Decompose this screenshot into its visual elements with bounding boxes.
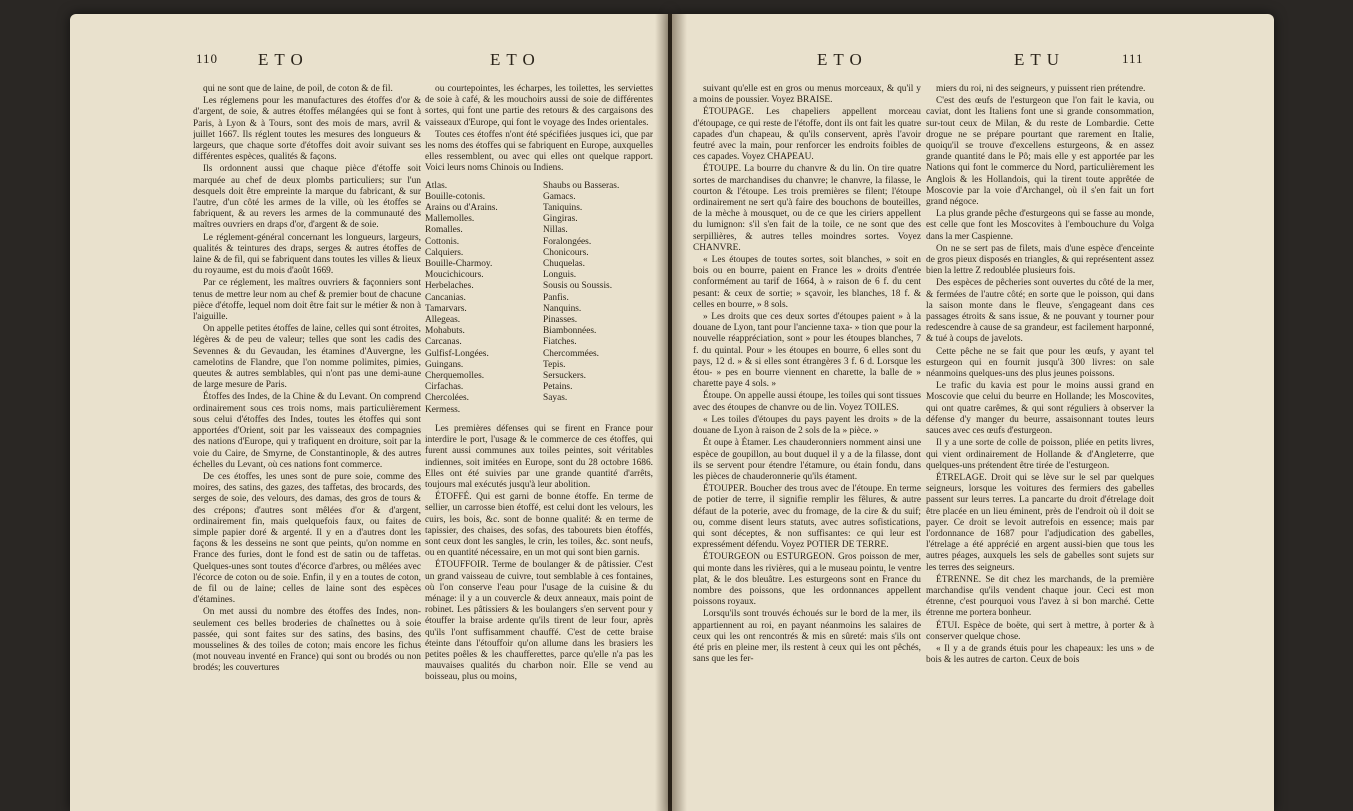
list-item: Taniquins.: [543, 203, 583, 214]
paragraph: ÉTUI. Espèce de boëte, qui sert à mettre, à porter & à conserver quelque chose.: [926, 620, 1154, 642]
list-item: Tamarvars.: [425, 303, 467, 314]
paragraph: Le trafic du kavia est pour le moins aussi grand en Moscovie que celui du beurre en Hollande; les Moscovites, qui ont quatre carêmes, & qui sont réguliers à observer la défense d'y manger du beurre, assaisonnant toutes leurs sauces avec ces œufs d'esturgeon.: [926, 381, 1154, 437]
list-item: Chonicours.: [543, 247, 589, 258]
right-column-1: [693, 84, 921, 791]
paragraph: Étoffes des Indes, de la Chine & du Levant. On comprend ordinairement sous ces trois noms, mais particulièrement sous celui d'étoffes des Indes, toutes les étoffes qui sont apportées d'Orient, soit par les vaisseaux des compagnies des nations d'Europe, qui y trafiquent en droiture, soit par la voie du Caire, de Smyrne, de Constantinople, & des autres échelles du Levant, où ces nations font commerce.: [193, 392, 421, 470]
list-item: Tepis.: [543, 359, 566, 370]
paragraph: « Il y a de grands étuis pour les chapeaux: les uns » de bois & les autres de carton. Ceux de bois: [926, 643, 1154, 666]
paragraph: Il y a une sorte de colle de poisson, pliée en petits livres, qui vient ordinairement de Hollande & d'Angleterre, que quelques-uns prétendent être tirée de l'esturgeon.: [926, 438, 1154, 471]
list-item: Biambonnées.: [543, 326, 597, 337]
paragraph: ÉTOUPE. La bourre du chanvre & du lin. On tire quatre sortes de marchandises du chanvre; le chanvre, la filasse, le courton & l'étoupe. Les trois premières se filent; l'étoupe ordinairement ne sert qu'à faire des bouchons de bouteilles, de la mèche à mousquet, ou de ce que les ciriers appellent du lumignon: s'il s'en fait de la toile, ce ne sont que des serpillières, & autres telles moindres sortes. Voyez CHANVRE.: [693, 164, 921, 253]
paragraph: qui ne sont que de laine, de poil, de coton & de fil.: [203, 84, 393, 94]
paragraph: ÉTOFFÉ. Qui est garni de bonne étoffe. En terme de sellier, un carrosse bien étoffé, est celui dont les velours, les cuirs, les bois, &c. sont de bonne qualité: & en terme de tapissier, des chaises, des sofas, des tabourets bien étoffés, sont ceux dont les sangles, le crin, les toiles, &c. sont neufs, ou en quantité nécessaire, en un mot qui sont bien garnis.: [425, 492, 653, 559]
list-item: Gingiras.: [543, 214, 578, 225]
book-gutter: [655, 14, 687, 811]
list-item: Fiatches.: [543, 337, 577, 348]
paragraph: suivant qu'elle est en gros ou menus morceaux, & qu'il y a moins de poussier. Voyez BRAISE.: [693, 84, 921, 106]
paragraph: C'est des œufs de l'esturgeon que l'on fait le kavia, ou caviat, dont les Italiens font une si grande consommation, sur-tout ceux de Milan, & du reste de Lombardie. Cette drogue ne se prépare pourtant que rarement en Italie, quoiqu'il se trouve d'excellens esturgeons, & en assez grande quantité dans le Pô; mais elle y est apportée par les Nations qui font le commerce du Nord, particulièrement les Anglois & les Hollandois, qui la tirent toute apprêtée de Moscovie par la voie d'Archangel, où il s'en fait un fort grand négoce.: [926, 96, 1154, 208]
paragraph: ÉTOURGEON ou ESTURGEON. Gros poisson de mer, qui monte dans les rivières, qui a le museau pointu, le ventre plat, & le dos bleuâtre. Les esturgeons sont en France du nombre des poissons, que les ordonnances appellent poissons royaux.: [693, 552, 921, 608]
right-column-2: [926, 84, 1154, 791]
list-item: Romalles.: [425, 225, 463, 236]
paragraph: « Les toiles d'étoupes du pays payent les droits » de la douane de Lyon à raison de 2 sols de la » pièce. »: [693, 414, 921, 437]
paragraph: » Les droits que ces deux sortes d'étoupes paient » à la douane de Lyon, tant pour l'ancienne taxa- » tion que pour la nouvelle réappréciation, sont » pour les étoupes blanches, 7 f. du quintal. Pour » les étoupes en bourre, 6 elles sont du pays, 12 d. » & si elles sont étrangères 3 f. 6 d. Lorsque les étou- » pes en bourre viennent en charette, la balle de » charette paye 4 sols. »: [693, 312, 921, 390]
list-item: Arains ou d'Arains.: [425, 203, 498, 214]
left-header-center: ETO: [490, 50, 541, 69]
paragraph: Les réglemens pour les manufactures des étoffes d'or & d'argent, de soie, & autres étoffes mélangées qui se font à Paris, à Lyon & à Tours, sont des mois de mars, avril & juillet 1667. Ils réglent toutes les mesures des longueurs & largeurs, que chaque sorte d'étoffes doit avoir suivant ses différentes espèces, qualités & façons.: [193, 96, 421, 163]
list-item: Allegeas.: [425, 315, 461, 326]
paragraph: Cette pêche ne se fait que pour les œufs, y ayant tel esturgeon qui en fournit jusqu'à 300 livres: on sale néanmoins quelques-uns des plus jeunes poissons.: [926, 346, 1154, 380]
paragraph: On met aussi du nombre des étoffes des Indes, non-seulement ces belles broderies de chaînettes ou à soie passée, qui sont faites sur des satins, des basins, des mousselines & des toiles de coton; mais encore les fichus (mot nouveau inventé en France) qui sont ou brodés ou non brodés; les couvertures: [193, 607, 421, 674]
paragraph: ou courtepointes, les écharpes, les toilettes, les serviettes de soie à café, & les mouchoirs aussi de soie de différentes sortes, qui font une partie des retours & des cargaisons des vaisseaux d'Europe, qui font le voyage des Indes orientales.: [425, 84, 653, 128]
list-item: Cancanias.: [425, 292, 466, 303]
list-item: Shaubs ou Basseras.: [543, 180, 620, 191]
right-header-center: ETU: [1014, 50, 1066, 69]
list-item: Bouille-Charmoy.: [425, 259, 493, 270]
left-page-number: 110: [196, 51, 219, 66]
paragraph: Le réglement-général concernant les longueurs, largeurs, qualités & teintures des draps, serges & autres étoffes de laine & de fil, qui se fabriquent dans toutes les villes & lieux du royaume, est du mois d'août 1669.: [193, 232, 421, 277]
paragraph: Ét oupe à Étamer. Les chauderonniers nomment ainsi une espèce de goupillon, au bout duquel il y a de la filasse, dont ils se servent pour étendre l'étamure, ou étain fondu, dans les pièces de chauderonnerie qu'ils étament.: [693, 438, 921, 482]
list-item: Carcanas.: [425, 337, 462, 348]
list-item: Mohabuts.: [425, 326, 465, 337]
paragraph: Les premières défenses qui se firent en France pour interdire le port, l'usage & le commerce de ces étoffes, qui furent aussi communes aux toiles peintes, soit véritables indiennes, soit imitées en Europe, sont du 28 octobre 1686. Elles ont été suivies par une grande quantité d'arrêts, toujours mal exécutés jusqu'à leur abolition.: [425, 423, 653, 490]
list-item: Atlas.: [425, 180, 448, 191]
list-item: Mallemolles.: [425, 214, 475, 225]
list-item: Chercolées.: [425, 393, 469, 404]
fabric-names-list: [425, 181, 653, 416]
list-item: Chuquelas.: [543, 259, 585, 270]
list-item: Longuis.: [543, 270, 577, 281]
paragraph: Ils ordonnent aussi que chaque pièce d'étoffe soit marquée au chef de deux plombs particuliers; sur l'un desquels doit être empreinte la marque du fabricant, & sur l'autre, d'un côté les armes de la ville, où les étoffes se fabriquent, & au revers les armes de la communauté des maîtres ouvriers en draps d'or, d'argent & de soie.: [193, 164, 421, 231]
list-item: Nillas.: [543, 225, 568, 236]
paragraph: Lorsqu'ils sont trouvés échoués sur le bord de la mer, ils appartiennent au roi, en payant néanmoins les salaires de ceux qui les ont rencontrés & mis en sûreté: mais s'ils ont été pris en pleine mer, ils restent à ceux qui les ont pêchés, sans que les fer-: [693, 609, 921, 665]
paragraph: On ne se sert pas de filets, mais d'une espèce d'enceinte de gros pieux disposés en triangles, & qui représentent assez bien la lettre Z redoublée plusieurs fois.: [926, 243, 1154, 277]
list-item: Calquiers.: [425, 247, 464, 258]
list-item: Guingans.: [425, 359, 464, 370]
paragraph: On appelle petites étoffes de laine, celles qui sont étroites, légères & de peu de valeur; telles que sont les cadis des Sevennes & du Gevaudan, les étamines d'Auvergne, les camelotins de Flandre, que l'on nomme polimites, pimies, queutes & autres semblables, qui n'ont pas une demi-aune de large mesure de Paris.: [193, 324, 421, 391]
list-item: Sersuckers.: [543, 371, 586, 382]
list-item: Foralongées.: [543, 236, 592, 247]
list-item: Chercommées.: [543, 348, 599, 359]
list-item: Moucichicours.: [425, 270, 484, 281]
paragraph: Par ce réglement, les maîtres ouvriers & façonniers sont tenus de mettre leur nom au chef & premier bout de chacune pièce d'étoffe, lequel nom doit être fait sur le métier & non à l'aiguille.: [193, 278, 421, 323]
list-item: Sayas.: [543, 393, 568, 404]
list-item: Nanquins.: [543, 303, 582, 314]
list-item: Bouille-cotonis.: [425, 191, 486, 202]
paragraph: De ces étoffes, les unes sont de pure soie, comme des moires, des satins, des gazes, des taffetas, des brocards, des serges de soie, des velours, des damas, des gros de tours & des crépons; d'autres sont mêlées d'or & d'argent, ordinairement fin, mais quelquefois faux, ou faites de simple papier doré & argenté. Il y en a d'autres dont les façons & les desseins ne sont que peints, qu'on nomme en France des furies, dont le fond est de satin ou de taffetas. Quelques-unes sont toutes d'écorce d'arbres, ou mêlées avec l'écorce de coton ou de soie. Enfin, il y en a toutes de coton, de fil ou de laine; celles de laine sont des espèces d'étamines.: [193, 471, 421, 606]
paragraph: ÉTOUFFOIR. Terme de boulanger & de pâtissier. C'est un grand vaisseau de cuivre, tout semblable à ces fontaines, où l'on conserve l'eau pour l'usage de la cuisine & du ménage: il y a un couvercle & deux anneaux, mais point de robinet. Les pâtissiers & les boulangers s'en servent pour y étouffer la braise ardente qu'ils tirent de leur four, après qu'ils l'ont suffisamment chauffé. C'est de cette braise éteinte dans l'étouffoir qu'on allume dans les brasiers les petites poêles & les chaufferettes, parce qu'elle n'a pas les mauvaises qualités du charbon noir. Elle se vend au boisseau, plus ou moins,: [425, 560, 653, 683]
list-item: Kermess.: [425, 404, 461, 415]
list-item: Cherquemolles.: [425, 371, 485, 382]
list-item: Panfis.: [543, 292, 569, 303]
list-item: Cottonis.: [425, 236, 460, 247]
paragraph: « Les étoupes de toutes sortes, soit blanches, » soit en bois ou en bourre, paient en France les » droits d'entrée conformément au tarif de 1664, à » raison de 6 f. du cent pesant: & ceux de sortie; » sçavoir, les blanches, 18 f. & celles en bourre, » 8 sols.: [693, 255, 921, 310]
paragraph: La plus grande pêche d'esturgeons qui se fasse au monde, est celle que font les Moscovites à l'embouchure du Volga dans la mer Caspienne.: [926, 209, 1154, 242]
list-item: Cirfachas.: [425, 382, 464, 393]
right-page-number: 111: [1122, 51, 1144, 66]
left-column-2: [425, 84, 653, 791]
paragraph: ÉTOUPER. Boucher des trous avec de l'étoupe. En terme de potier de terre, il signifie remplir les fêlures, & autre défaut de la poterie, avec du fromage, de la cire & du suif; ou, comme disent leurs statuts, avec autres sofistications, qui sont déceptes, & non suffisantes: ce qui leur est expressément défendu. Voyez POTIER DE TERRE.: [693, 484, 921, 551]
list-item: Sousis ou Soussis.: [543, 281, 613, 292]
right-header-left: ETO: [817, 50, 868, 69]
list-item: Gamacs.: [543, 191, 576, 202]
list-item: Pinasses.: [543, 315, 578, 326]
left-header-left: ETO: [258, 50, 309, 69]
paragraph: Toutes ces étoffes n'ont été spécifiées jusques ici, que par les noms des étoffes qui se fabriquent en Europe, auxquelles elles ressemblent, ou avec qui elles ont quelque rapport. Voici leurs noms Chinois ou Indiens.: [425, 129, 653, 174]
paragraph: ÉTOUPAGE. Les chapeliers appellent morceau d'étoupage, ce qui reste de l'étoffe, dont ils ont fait les quatre capades d'un chapeau, & qu'ils conservent, après l'avoir feutré avec la main, pour renforcer les endroits foibles de ces capades. Voyez CHAPEAU.: [693, 107, 921, 163]
paragraph: Des espèces de pêcheries sont ouvertes du côté de la mer, & fermées de l'autre côté; en sorte que le poisson, qui dans la saison monte dans le fleuve, s'engageant dans ces passages étroits & sans issue, & ne pouvant y tourner pour redescendre à cause de sa grandeur, est facilement harponné, & tué à coups de javelots.: [926, 278, 1154, 345]
left-column-1: [193, 84, 421, 791]
paragraph: miers du roi, ni des seigneurs, y puissent rien prétendre.: [936, 84, 1146, 94]
paragraph: Étoupe. On appelle aussi étoupe, les toiles qui sont tissues avec des étoupes de chanvre ou de lin. Voyez TOILES.: [693, 391, 921, 413]
paragraph: ÉTRELAGE. Droit qui se lève sur le sel par quelques seigneurs, lorsque les voitures des fermiers des gabelles passent sur leurs terres. La pancarte du droit d'étrelage doit être placée en un lieu éminent, près de l'endroit où il doit se payer. Ce droit se levoit autrefois en essence; mais par l'ordonnance de 1687 pour l'adjudication des gabelles, l'étrelage a été apprécié en argent aussi-bien que tous les autres péages, auxquels les sels de gabelles sont sujets sur les terres des seigneurs.: [926, 472, 1154, 573]
list-item: Herbelaches.: [425, 281, 474, 292]
paragraph: ÉTRENNE. Se dit chez les marchands, de la première marchandise qu'ils vendent chaque jour. Ceci est mon étrenne, c'est pourquoi vous l'avez à si bon marché. Cette étrenne me portera bonheur.: [926, 574, 1154, 619]
list-item: Petains.: [543, 382, 573, 393]
list-item: Gulfisf-Longées.: [425, 348, 489, 359]
